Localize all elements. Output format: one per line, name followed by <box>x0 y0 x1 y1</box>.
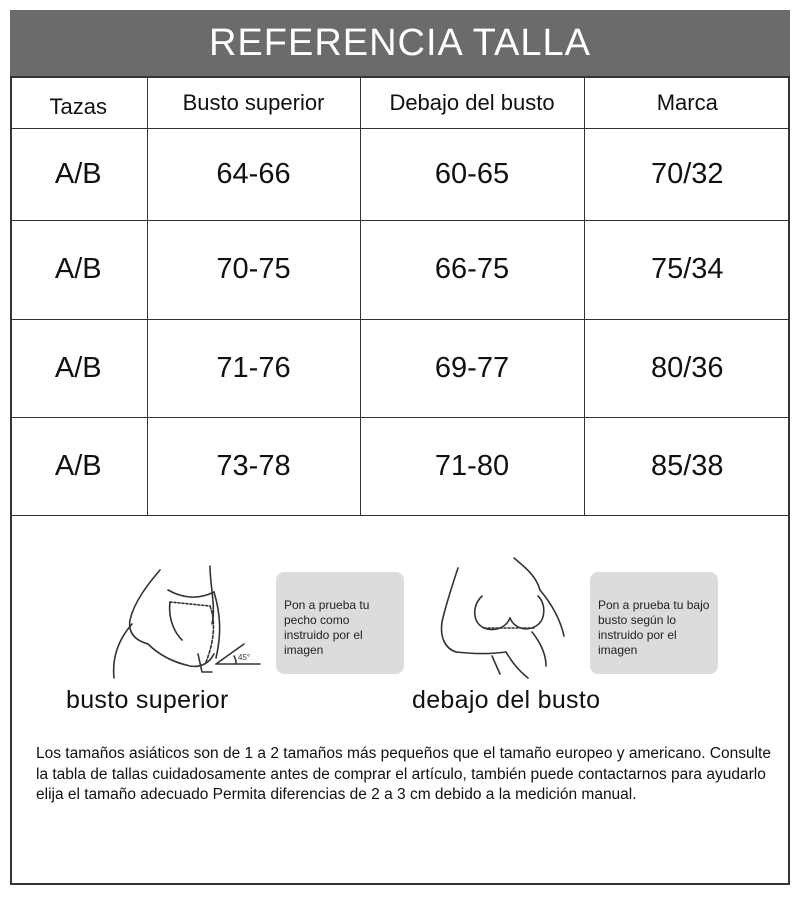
cell-under-bust: 66-75 <box>360 220 584 319</box>
cell-brand-size: 85/38 <box>584 417 790 515</box>
upper-bust-measuring-illustration <box>98 562 268 682</box>
page-title: REFERENCIA TALLA <box>208 21 592 64</box>
cell-cups: A/B <box>10 417 147 515</box>
angle-label: 45° <box>238 653 251 662</box>
cell-brand-size: 80/36 <box>584 319 790 417</box>
cell-upper-bust: 73-78 <box>147 417 360 515</box>
cell-cups: A/B <box>10 220 147 319</box>
header-under-bust: Debajo del busto <box>360 78 584 128</box>
upper-bust-note: Pon a prueba tu pecho como instruido por el imagen <box>284 598 370 657</box>
under-bust-measuring-illustration <box>428 556 578 680</box>
cell-upper-bust: 71-76 <box>147 319 360 417</box>
table-row <box>10 319 790 417</box>
cell-upper-bust: 64-66 <box>147 128 360 220</box>
table-row <box>10 220 790 319</box>
cell-cups: A/B <box>10 319 147 417</box>
size-table <box>10 78 790 516</box>
header-upper-bust: Busto superior <box>147 78 360 128</box>
cell-under-bust: 60-65 <box>360 128 584 220</box>
cell-upper-bust: 70-75 <box>147 220 360 319</box>
cell-under-bust: 69-77 <box>360 319 584 417</box>
cell-brand-size: 75/34 <box>584 220 790 319</box>
table-row <box>10 128 790 220</box>
table-header-row <box>10 78 790 128</box>
cell-cups: A/B <box>10 128 147 220</box>
sizing-disclaimer: Los tamaños asiáticos son de 1 a 2 tamaños más pequeños que el tamaño europeo y americano. Consulte la tabla de tallas cuidadosamente antes de comprar el artículo, también puede contactarnos para ayudarlo elija el tamaño adecuado Permita diferencias de 2 a 3 cm debido a la medición manual. <box>36 745 771 803</box>
title-banner <box>10 10 790 78</box>
under-bust-note: Pon a prueba tu bajo busto según lo instruido por el imagen <box>598 598 710 657</box>
table-row <box>10 417 790 515</box>
cell-brand-size: 70/32 <box>584 128 790 220</box>
under-bust-note-card <box>590 572 718 674</box>
cell-under-bust: 71-80 <box>360 417 584 515</box>
measurement-instructions <box>10 516 790 885</box>
header-brand-size: Marca <box>584 78 790 128</box>
upper-bust-caption: busto superior <box>66 686 229 714</box>
header-cups: Tazas <box>10 78 147 128</box>
under-bust-caption: debajo del busto <box>412 686 601 714</box>
upper-bust-note-card <box>276 572 404 674</box>
